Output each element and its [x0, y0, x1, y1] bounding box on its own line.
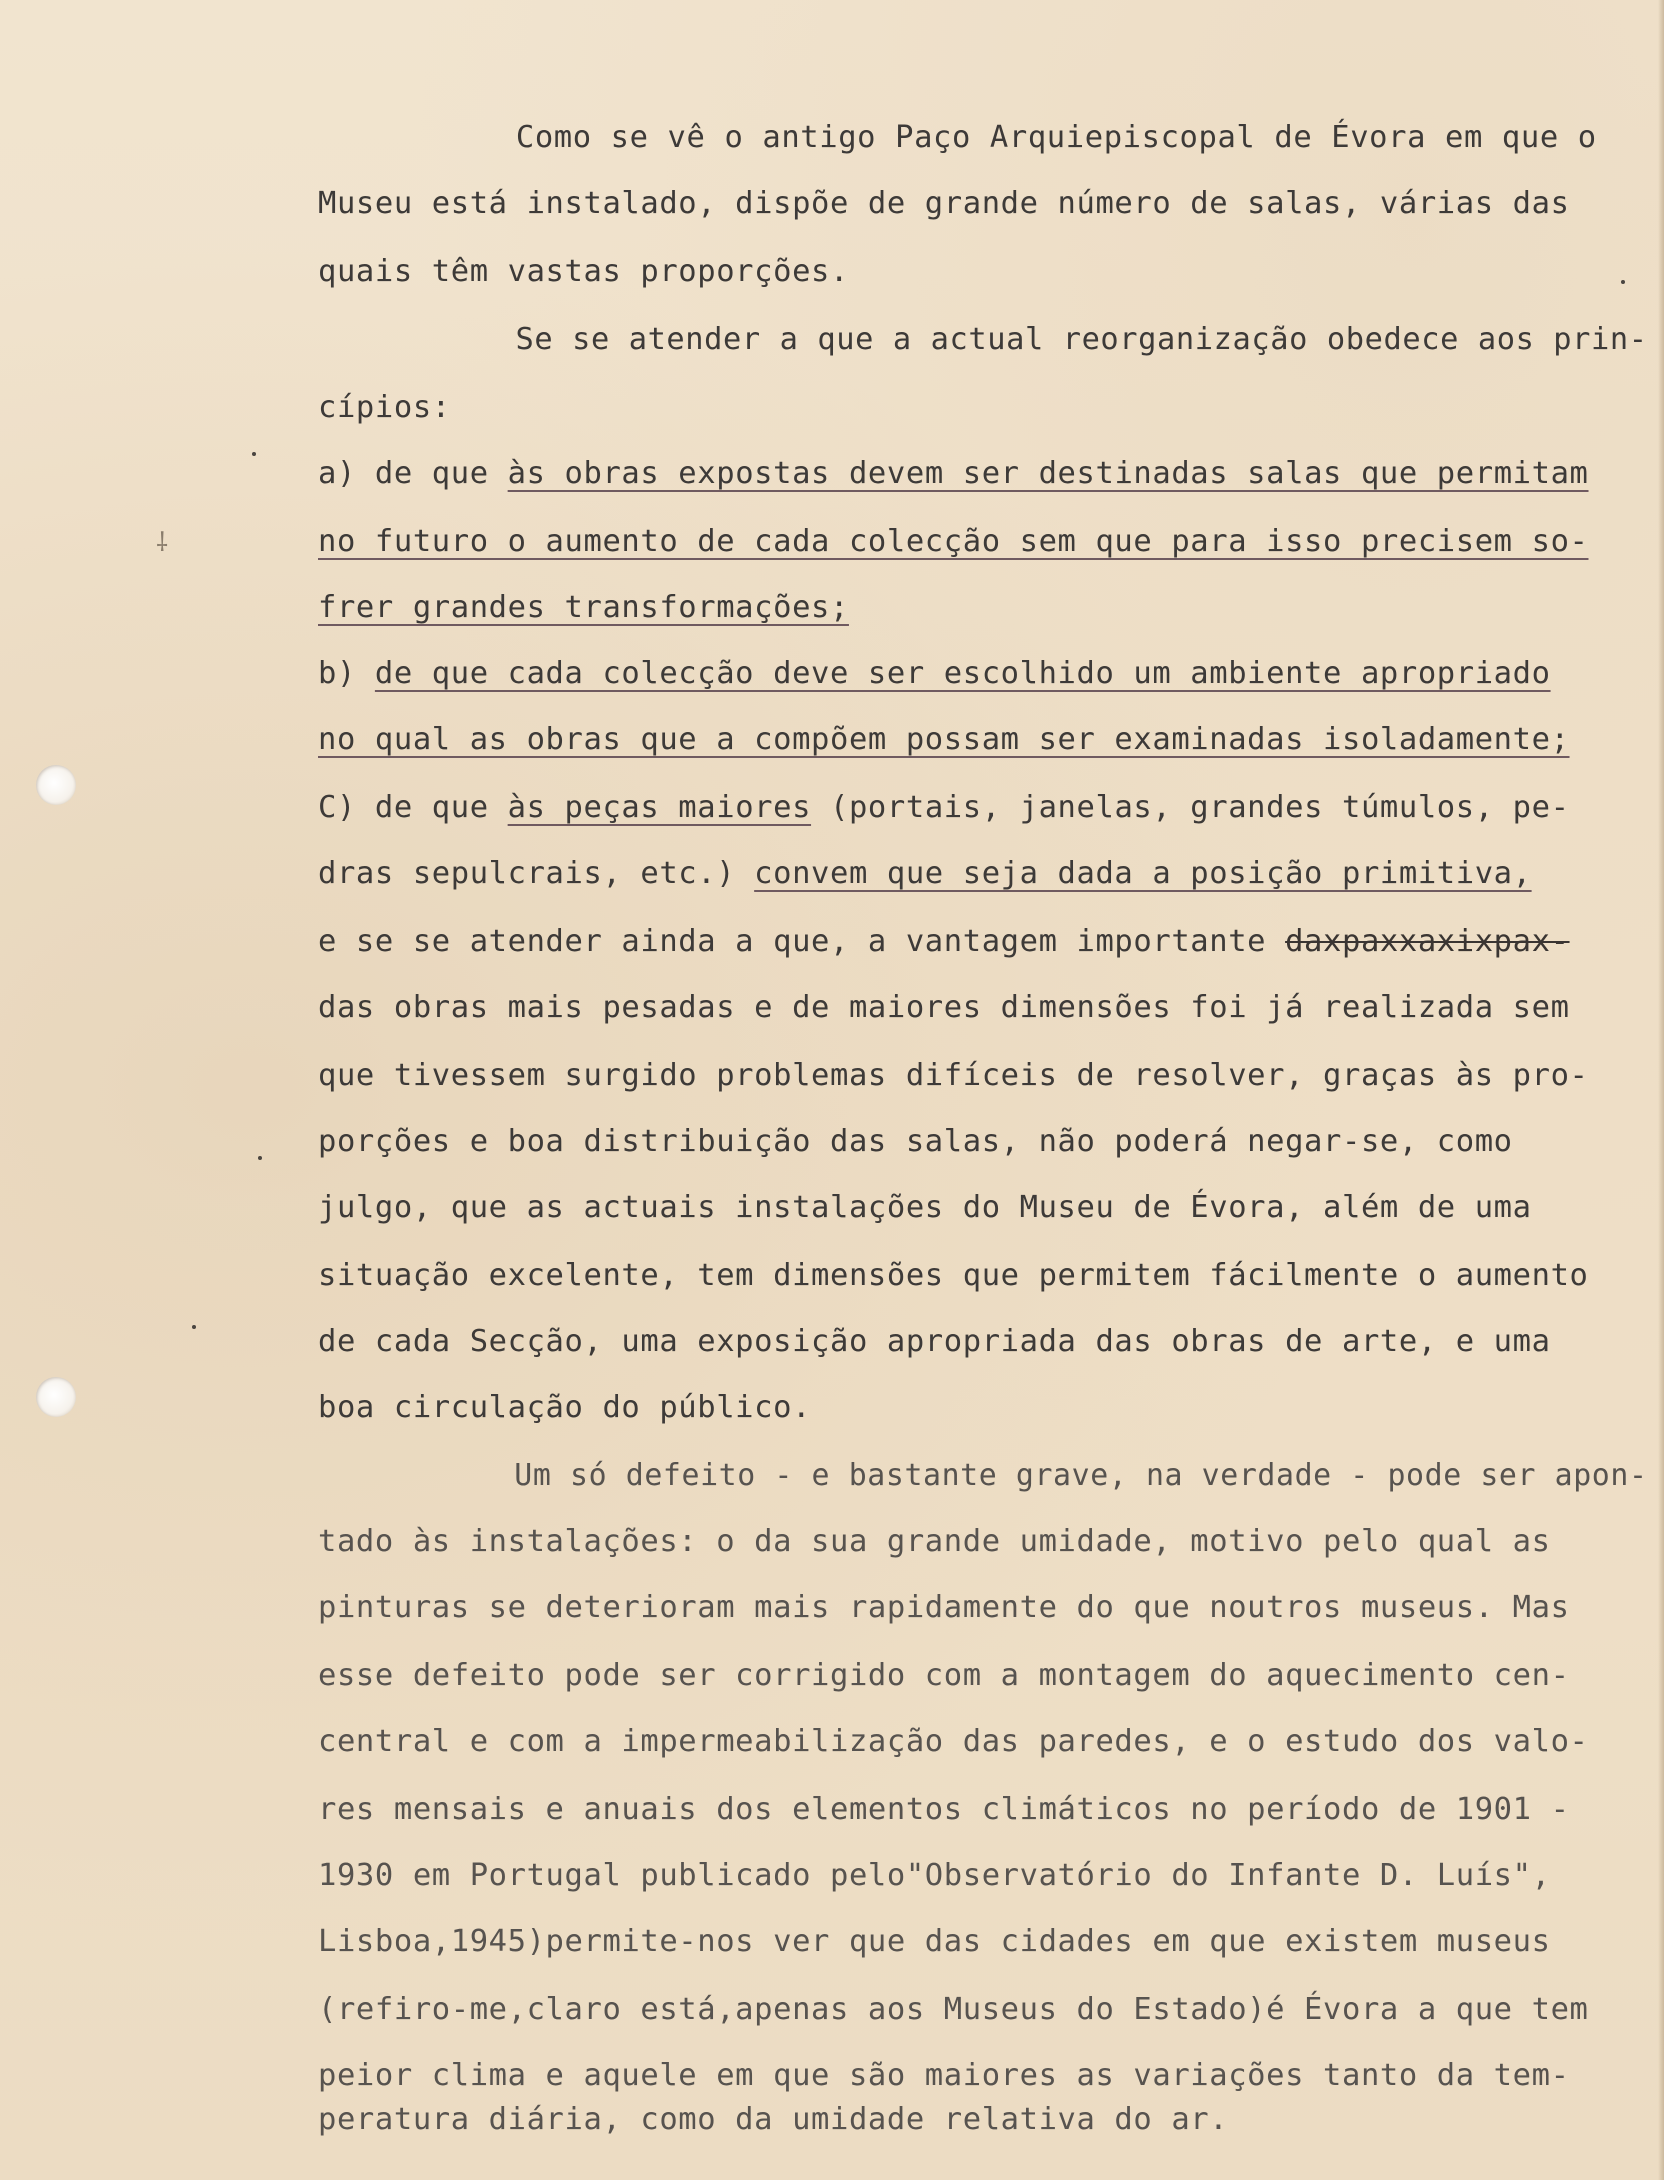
- text-line: b) de que cada colecção deve ser escolhido um ambiente apropriado: [318, 656, 1551, 691]
- text-line: peratura diária, como da umidade relativa do ar.: [318, 2102, 1229, 2137]
- text-line: situação excelente, tem dimensões que permitem fácilmente o aumento: [318, 1258, 1589, 1293]
- text-line: peior clima e aquele em que são maiores as variações tanto da tem-: [318, 2058, 1570, 2093]
- underlined-passage: no futuro o aumento de cada colecção sem que para isso precisem so-: [318, 524, 1589, 559]
- punch-hole-top: [36, 765, 76, 805]
- page-edge-shadow: [1658, 0, 1664, 2180]
- text-line: [318, 522, 1589, 562]
- ink-speck: [258, 1156, 262, 1160]
- text-line: central e com a impermeabilização das paredes, e o estudo dos valo-: [318, 1724, 1589, 1759]
- text-line: [318, 588, 849, 628]
- text-line: Se se atender a que a actual reorganização obedece aos prin-: [440, 322, 1648, 357]
- text-line: Um só defeito - e bastante grave, na verdade - pode ser apon-: [440, 1458, 1648, 1493]
- text-line: esse defeito pode ser corrigido com a montagem do aquecimento cen-: [318, 1658, 1570, 1693]
- underlined-passage: de que cada colecção deve ser escolhido um ambiente apropriado: [374, 656, 1551, 691]
- text-line: C) de que às peças maiores (portais, janelas, grandes túmulos, pe-: [318, 790, 1570, 825]
- text-line: 1930 em Portugal publicado pelo"Observatório do Infante D. Luís",: [318, 1858, 1551, 1893]
- text-line: das obras mais pesadas e de maiores dimensões foi já realizada sem: [318, 990, 1570, 1025]
- text-line: (refiro-me,claro está,apenas aos Museus do Estado)é Évora a que tem: [318, 1992, 1589, 2027]
- struck-out-text: daxpaxxaxixpax-: [1285, 924, 1570, 959]
- underlined-passage: no qual as obras que a compõem possam ser examinadas isoladamente;: [318, 722, 1570, 757]
- underlined-passage: convem que seja dada a posição primitiva,: [754, 856, 1532, 891]
- text-line: porções e boa distribuição das salas, não poderá negar-se, como: [318, 1124, 1513, 1159]
- text-line: Como se vê o antigo Paço Arquiepiscopal de Évora em que o: [440, 120, 1597, 155]
- text-line: de cada Secção, uma exposição apropriada das obras de arte, e uma: [318, 1324, 1551, 1359]
- text-line: Museu está instalado, dispõe de grande número de salas, várias das: [318, 186, 1570, 221]
- text-line: cípios:: [318, 390, 451, 425]
- underlined-passage: frer grandes transformações;: [318, 590, 849, 625]
- text-line: julgo, que as actuais instalações do Museu de Évora, além de uma: [318, 1190, 1532, 1225]
- underlined-passage: às peças maiores: [507, 790, 812, 825]
- text-line: [318, 720, 1570, 760]
- underlined-passage: às obras expostas devem ser destinadas salas que permitam: [507, 456, 1589, 491]
- staple-mark-icon: ⸸: [156, 528, 169, 558]
- text-line: Lisboa,1945)permite-nos ver que das cidades em que existem museus: [318, 1924, 1551, 1959]
- document-body: [318, 118, 1654, 2178]
- text-line: a) de que às obras expostas devem ser destinadas salas que permitam: [318, 456, 1589, 491]
- ink-speck: [252, 452, 256, 456]
- ink-speck: [192, 1325, 196, 1329]
- text-line: dras sepulcrais, etc.) convem que seja dada a posição primitiva,: [318, 856, 1532, 891]
- punch-hole-bottom: [36, 1377, 76, 1417]
- text-line: quais têm vastas proporções.: [318, 254, 849, 289]
- text-line: boa circulação do público.: [318, 1390, 812, 1425]
- text-line: res mensais e anuais dos elementos climáticos no período de 1901 -: [318, 1792, 1570, 1827]
- text-line: que tivessem surgido problemas difíceis de resolver, graças às pro-: [318, 1058, 1589, 1093]
- text-line: tado às instalações: o da sua grande umidade, motivo pelo qual as: [318, 1524, 1551, 1559]
- text-line: e se se atender ainda a que, a vantagem importante daxpaxxaxixpax-: [318, 924, 1570, 959]
- text-line: pinturas se deterioram mais rapidamente do que noutros museus. Mas: [318, 1590, 1570, 1625]
